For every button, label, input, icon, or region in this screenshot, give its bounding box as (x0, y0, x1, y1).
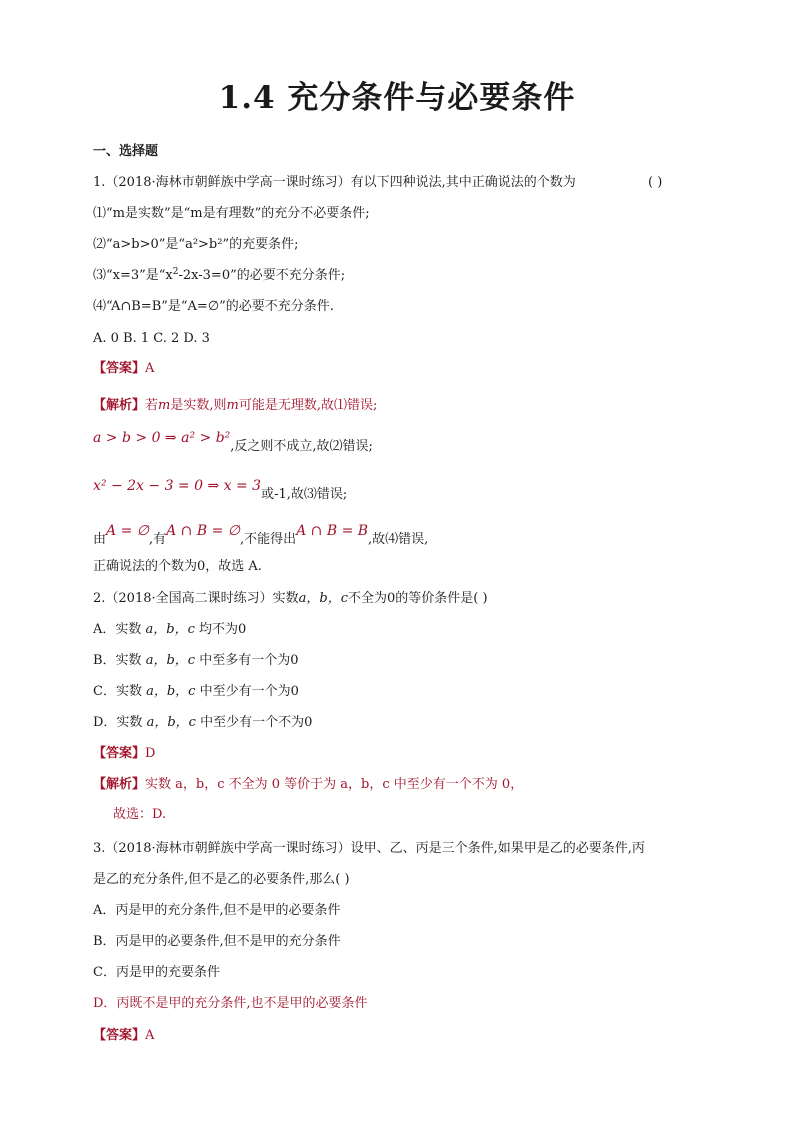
q2-optb-post: 中至多有一个为0 (199, 653, 299, 668)
q1-a4-m2: A ∩ B = ∅ (166, 523, 240, 539)
q1-statement-1: ⑴“m是实数”是“m是有理数”的充分不必要条件; (93, 206, 370, 221)
q1-a1-mid: 是实数,则 (170, 398, 227, 413)
q1-stem (93, 174, 663, 192)
q1-a2-math: a > b > 0 ⇒ a² > b² (93, 430, 231, 446)
q1-a1-pre: 若 (145, 398, 159, 413)
q2-optd-pre: D．实数 (93, 715, 143, 730)
q1-answer-label: 【答案】 (93, 361, 146, 376)
q1-a3-math: x² − 2x − 3 = 0 ⇒ x = 3 (93, 478, 262, 494)
q1-options: A. 0 B. 1 C. 2 D. 3 (93, 331, 210, 346)
q1-a1-m1: m (158, 398, 171, 413)
q2-optc-post: 中至少有一个为0 (199, 684, 299, 699)
q1-analysis-4 (93, 523, 429, 549)
q1-a4-p1: 由 (93, 532, 107, 547)
q1-stem-text: 1.（2018·海林市朝鲜族中学高一课时练习）有以下四种说法,其中正确说法的个数为 (93, 175, 576, 190)
q2-answer-value: D (145, 746, 156, 761)
q2-answer-label: 【答案】 (93, 746, 146, 761)
q1-statement-3 (93, 267, 345, 285)
q2-optb-pre: B．实数 (93, 653, 142, 668)
q1-analysis-5: 正确说法的个数为0，故选 A. (93, 559, 262, 574)
q1-a4-p4: ,故⑷错误, (368, 532, 429, 547)
q1-a4-m1: A = ∅ (106, 523, 149, 539)
page-title: 1.4 充分条件与必要条件 (218, 80, 576, 116)
q1-s3-part-a: ⑶“x=3”是“x (93, 268, 173, 283)
q3-stem-line-1: 3.（2018·海林市朝鲜族中学高一课时练习）设甲、乙、丙是三个条件,如果甲是乙的必要条件,丙 (93, 841, 645, 856)
q2-opta-pre: A．实数 (93, 622, 142, 637)
q2-optb-vars: a，b，c (145, 653, 196, 668)
q2-option-d (93, 714, 312, 732)
section-heading: 一、选择题 (93, 144, 159, 159)
q1-answer (93, 360, 154, 378)
q1-answer-value: A (145, 361, 155, 376)
q2-optd-vars: a，b，c (146, 715, 196, 730)
q2-analysis (93, 776, 523, 794)
q3-option-b: B．丙是甲的必要条件,但不是甲的充分条件 (93, 934, 341, 949)
q1-statement-2: ⑵“a>b>0”是“a²>b²”的充要条件; (93, 237, 299, 252)
q2-stem-vars: a，b，c (298, 591, 348, 606)
q2-stem-post: 不全为0的等价条件是( ) (347, 591, 488, 606)
q3-option-d: D．丙既不是甲的充分条件,也不是甲的必要条件 (93, 996, 368, 1011)
q2-option-a (93, 621, 246, 639)
q1-a1-post: 可能是无理数,故⑴错误; (238, 398, 378, 413)
q1-analysis-1 (93, 397, 377, 415)
q2-optc-vars: a，b，c (146, 684, 196, 699)
q1-a2-text: ,反之则不成立,故⑵错误; (230, 439, 373, 454)
q3-option-c: C．丙是甲的充要条件 (93, 965, 220, 980)
q3-answer-value: A (145, 1028, 155, 1043)
q1-s3-sup: 2 (172, 267, 179, 277)
q1-a4-p3: ,不能得出 (239, 532, 297, 547)
q2-optc-pre: C．实数 (93, 684, 142, 699)
q3-answer (93, 1027, 154, 1045)
q2-opta-post: 均不为0 (199, 622, 247, 637)
q3-answer-label: 【答案】 (93, 1028, 146, 1043)
q3-stem-line-2: 是乙的充分条件,但不是乙的必要条件,那么( ) (93, 872, 350, 887)
q2-conclusion: 故选：D. (113, 807, 167, 822)
q2-option-c (93, 683, 299, 701)
q2-analysis-label: 【解析】 (93, 777, 146, 792)
q2-stem (93, 590, 488, 608)
q2-answer (93, 745, 155, 763)
q2-optd-post: 中至少有一个不为0 (200, 715, 313, 730)
q1-a4-p2: ,有 (148, 532, 167, 547)
q1-paren: ( ) (648, 175, 663, 190)
q1-analysis-2 (93, 430, 373, 456)
q1-a1-m2: m (226, 398, 239, 413)
q1-s3-part-b: -2x-3=0”的必要不充分条件; (178, 268, 346, 283)
q1-a4-m3: A ∩ B = B (296, 523, 369, 539)
q2-stem-pre: 2.（2018·全国高二课时练习）实数 (93, 591, 299, 606)
q2-opta-vars: a，b，c (145, 622, 195, 637)
q1-statement-4: ⑷“A∩B=B”是“A=∅”的必要不充分条件. (93, 299, 334, 314)
q3-option-a: A．丙是甲的充分条件,但不是甲的必要条件 (93, 903, 341, 918)
q1-analysis-label: 【解析】 (93, 398, 146, 413)
q1-a3-text: 或-1,故⑶错误; (261, 487, 348, 502)
q2-analysis-text: 实数 a，b，c 不全为 0 等价于为 a，b，c 中至少有一个不为 0， (145, 777, 524, 792)
q2-option-b (93, 652, 298, 670)
q1-analysis-3 (93, 478, 348, 504)
